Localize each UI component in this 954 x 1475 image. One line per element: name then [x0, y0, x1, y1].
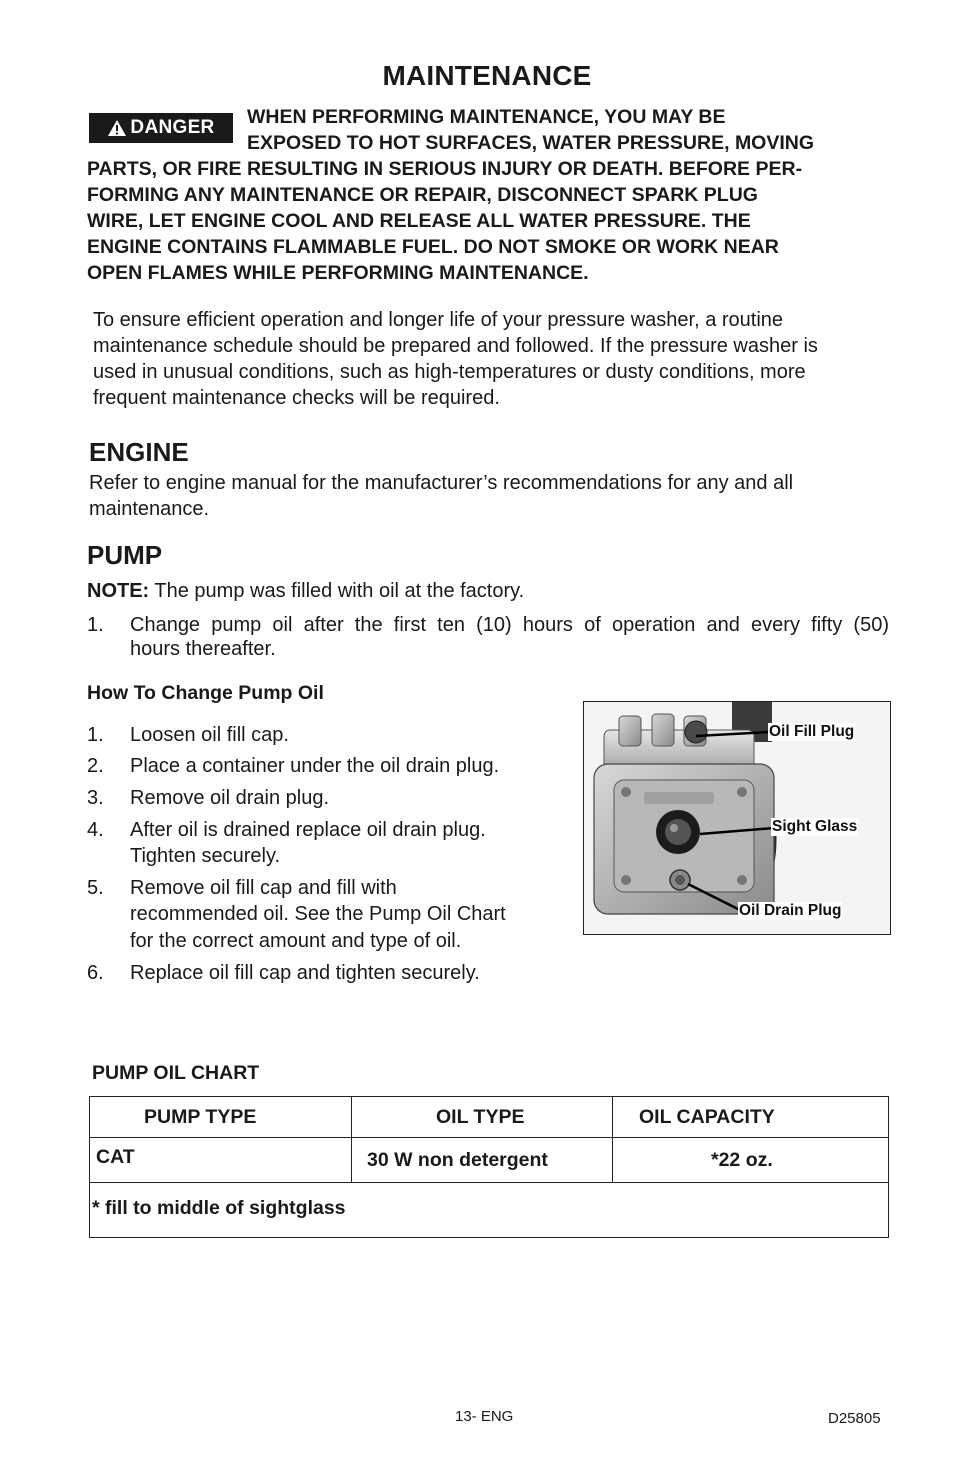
danger-text-line: EXPOSED TO HOT SURFACES, WATER PRESSURE, MOVING	[247, 132, 815, 154]
step-number: 4.	[87, 819, 104, 841]
oil-chart-table	[89, 1096, 889, 1238]
intro-line: used in unusual conditions, such as high-temperatures or dusty conditions, more	[93, 361, 806, 383]
danger-text-line: WHEN PERFORMING MAINTENANCE, YOU MAY BE	[247, 106, 726, 128]
pump-step-line: hours thereafter.	[130, 638, 276, 660]
pump-photo	[583, 701, 891, 935]
step-number: 2.	[87, 755, 104, 777]
table-row	[90, 1138, 889, 1183]
intro-line: To ensure efficient operation and longer life of your pressure washer, a routine	[93, 309, 784, 331]
oil-chart-title: PUMP OIL CHART	[92, 1062, 260, 1084]
engine-text-line: maintenance.	[89, 498, 210, 520]
step-text: Tighten securely.	[130, 845, 281, 867]
cell-pump-type: CAT	[90, 1138, 352, 1183]
pump-heading: PUMP	[87, 540, 163, 570]
step-text: Remove oil drain plug.	[130, 787, 329, 809]
header-oil-type: OIL TYPE	[352, 1097, 613, 1138]
oil-drain-plug-label: Oil Drain Plug	[739, 902, 842, 919]
engine-heading: ENGINE	[89, 437, 189, 467]
step-text: Loosen oil fill cap.	[130, 724, 289, 746]
danger-badge	[89, 113, 233, 143]
intro-line: maintenance schedule should be prepared and followed. If the pressure washer is	[93, 335, 818, 357]
danger-text-line: WIRE, LET ENGINE COOL AND RELEASE ALL WATER PRESSURE. THE	[87, 210, 751, 232]
document-id: D25805	[828, 1410, 881, 1427]
danger-text-line: PARTS, OR FIRE RESULTING IN SERIOUS INJURY OR DEATH. BEFORE PER-	[87, 158, 803, 180]
engine-text-line: Refer to engine manual for the manufacturer’s recommendations for any and all	[89, 472, 794, 494]
step-number: 1.	[87, 724, 104, 746]
table-header-row	[90, 1097, 889, 1138]
page-title: MAINTENANCE	[382, 60, 592, 91]
note-text: The pump was filled with oil at the factory.	[149, 580, 525, 602]
cell-oil-capacity: *22 oz.	[613, 1138, 889, 1183]
step-text: Place a container under the oil drain plug.	[130, 755, 500, 777]
step-text: Remove oil fill cap and fill with	[130, 877, 397, 899]
table-footnote-row	[90, 1183, 889, 1238]
pump-note	[87, 578, 524, 604]
step-number: 6.	[87, 962, 104, 984]
cell-footnote: * fill to middle of sightglass	[90, 1183, 889, 1238]
header-pump-type: PUMP TYPE	[90, 1097, 352, 1138]
cell-oil-type: 30 W non detergent	[352, 1138, 613, 1183]
step-text: recommended oil. See the Pump Oil Chart	[130, 903, 506, 925]
pump-step-line: Change pump oil after the first ten (10) hours of operation and every fifty (50)	[130, 614, 889, 636]
sight-glass-label: Sight Glass	[772, 818, 858, 835]
step-number: 1.	[87, 614, 104, 636]
page-number: 13- ENG	[455, 1408, 514, 1425]
step-number: 3.	[87, 787, 104, 809]
header-oil-capacity: OIL CAPACITY	[613, 1097, 889, 1138]
danger-text-line: FORMING ANY MAINTENANCE OR REPAIR, DISCONNECT SPARK PLUG	[87, 184, 758, 206]
warning-triangle-icon	[107, 119, 127, 137]
step-text: for the correct amount and type of oil.	[130, 930, 462, 952]
step-number: 5.	[87, 877, 104, 899]
how-to-heading: How To Change Pump Oil	[87, 682, 324, 704]
danger-label: DANGER	[130, 117, 215, 138]
step-text: After oil is drained replace oil drain plug.	[130, 819, 486, 841]
note-label: NOTE:	[87, 580, 150, 602]
oil-fill-plug-label: Oil Fill Plug	[769, 723, 855, 740]
danger-text-line: OPEN FLAMES WHILE PERFORMING MAINTENANCE.	[87, 262, 589, 284]
danger-text-line: ENGINE CONTAINS FLAMMABLE FUEL. DO NOT SMOKE OR WORK NEAR	[87, 236, 779, 258]
intro-line: frequent maintenance checks will be required.	[93, 387, 500, 409]
step-text: Replace oil fill cap and tighten securely.	[130, 962, 480, 984]
